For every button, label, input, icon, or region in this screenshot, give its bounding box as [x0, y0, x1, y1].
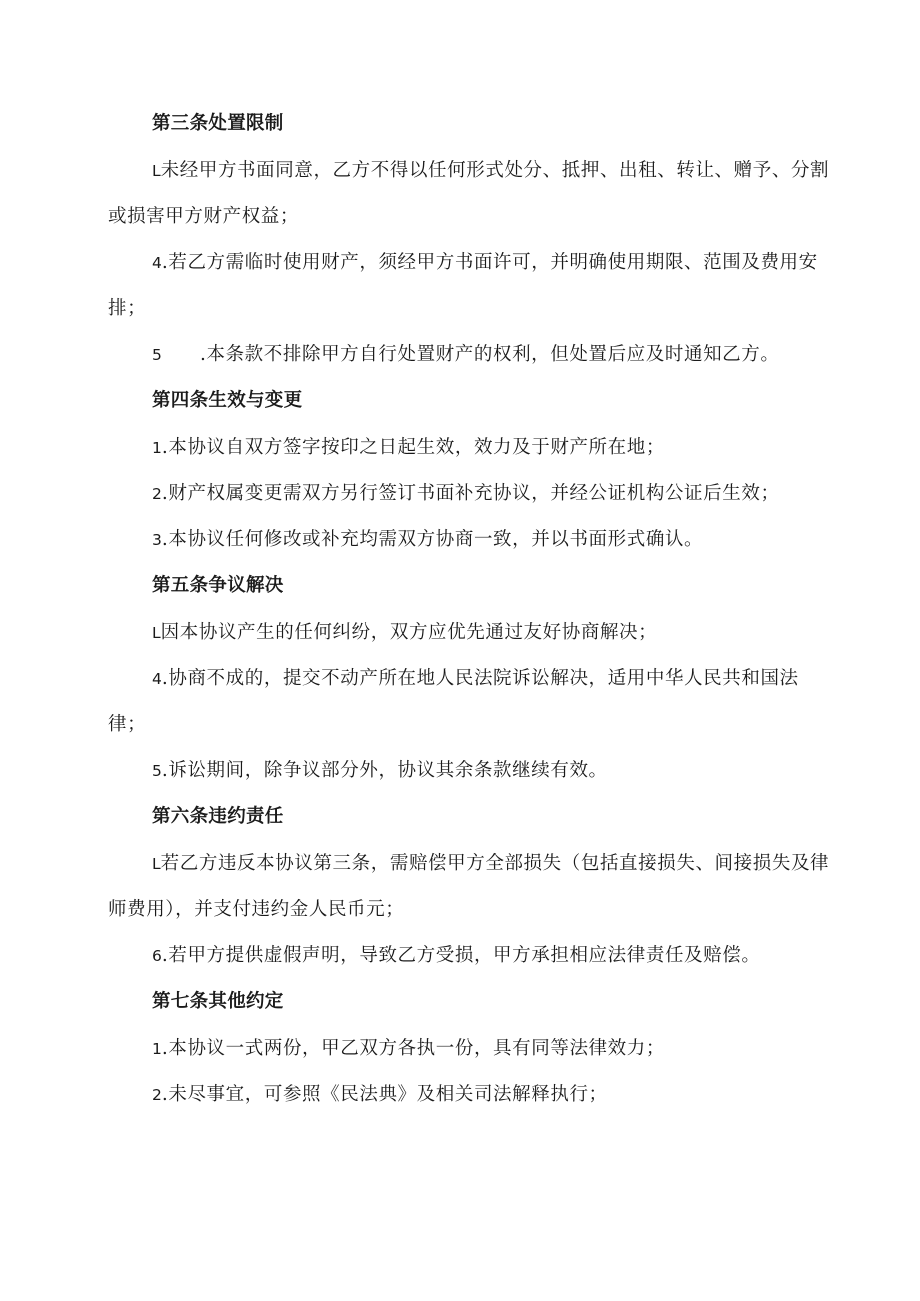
clause-number: 5 [152, 762, 162, 780]
section-heading: 第七条其他约定 [152, 991, 284, 1012]
clause-number: 4 [152, 670, 162, 688]
clause-text: .本协议一式两份，甲乙双方各执一份，具有同等法律效力； [161, 1038, 665, 1059]
clause-text: .本条款不排除甲方自行处置财产的权利，但处置后应及时通知乙方。 [200, 344, 780, 365]
clause-text: .协商不成的，提交不动产所在地人民法院诉讼解决，适用中华人民共和国法 [161, 668, 799, 689]
section-breach-liability [0, 805, 920, 968]
clause-text: 未经甲方书面同意，乙方不得以任何形式处分、抵押、出租、转让、赠予、分割 [160, 160, 830, 181]
clause-item [0, 759, 920, 783]
clause-number: 2 [152, 1086, 162, 1104]
clause-number: 1 [152, 439, 162, 457]
clause-item [0, 667, 920, 737]
clause-text: .财产权属变更需双方另行签订书面补充协议，并经公证机构公证后生效； [161, 483, 780, 504]
section-heading: 第五条争议解决 [152, 575, 284, 596]
clause-item [0, 436, 920, 460]
clause-first-line [108, 159, 868, 183]
clause-item [0, 1037, 920, 1061]
clause-item [0, 528, 920, 552]
clause-text: .诉讼期间，除争议部分外，协议其余条款继续有效。 [161, 760, 608, 781]
section-heading: 第三条处置限制 [152, 113, 284, 134]
clause-item [0, 343, 920, 367]
clause-first-line [108, 944, 868, 968]
clause-number: 5 [152, 346, 162, 364]
clause-number: 2 [152, 485, 162, 503]
clause-text: .本协议任何修改或补充均需双方协商一致，并以书面形式确认。 [161, 529, 704, 550]
clause-first-line [108, 343, 868, 367]
clause-first-line [108, 436, 868, 460]
section-heading: 第四条生效与变更 [152, 390, 303, 411]
clause-first-line [108, 667, 868, 691]
clause-item [0, 621, 920, 645]
clause-continuation: 师费用），并支付违约金人民币元； [108, 899, 405, 920]
clause-item [0, 159, 920, 229]
clause-text: 若乙方违反本协议第三条，需赔偿甲方全部损失（包括直接损失、间接损失及律 [160, 853, 830, 874]
clause-number: L [152, 624, 161, 642]
clause-continuation: 排； [108, 298, 147, 319]
clause-number: 3 [152, 531, 162, 549]
clause-number: 1 [152, 1040, 162, 1058]
section-disposal-restriction [0, 112, 920, 367]
clause-first-line [108, 1037, 868, 1061]
clause-text: 因本协议产生的任何纠纷，双方应优先通过友好协商解决； [160, 622, 658, 643]
clause-item [0, 852, 920, 922]
clause-first-line [108, 759, 868, 783]
clause-text: .若乙方需临时使用财产，须经甲方书面许可，并明确使用期限、范围及费用安 [161, 252, 818, 273]
clause-item [0, 482, 920, 506]
clause-number: 6 [152, 947, 162, 965]
clause-continuation: 或损害甲方财产权益； [108, 206, 300, 227]
clause-text: .若甲方提供虚假声明，导致乙方受损，甲方承担相应法律责任及赔偿。 [161, 945, 761, 966]
clause-first-line [108, 251, 868, 275]
clause-text: .未尽事宜，可参照《民法典》及相关司法解释执行； [161, 1084, 608, 1105]
clause-first-line [108, 852, 868, 876]
section-dispute-resolution [0, 574, 920, 783]
clause-item [0, 251, 920, 321]
clause-text: .本协议自双方签字按印之日起生效，效力及于财产所在地； [161, 437, 665, 458]
clause-continuation: 律； [108, 714, 147, 735]
section-other-agreements [0, 990, 920, 1107]
section-effect-and-change [0, 389, 920, 552]
clause-first-line [108, 621, 868, 645]
clause-item [0, 1083, 920, 1107]
clause-number: L [152, 162, 161, 180]
clause-number: 4 [152, 254, 162, 272]
section-heading: 第六条违约责任 [152, 806, 284, 827]
clause-first-line [108, 482, 868, 506]
clause-number: L [152, 855, 161, 873]
clause-first-line [108, 1083, 868, 1107]
clause-item [0, 944, 920, 968]
clause-first-line [108, 528, 868, 552]
